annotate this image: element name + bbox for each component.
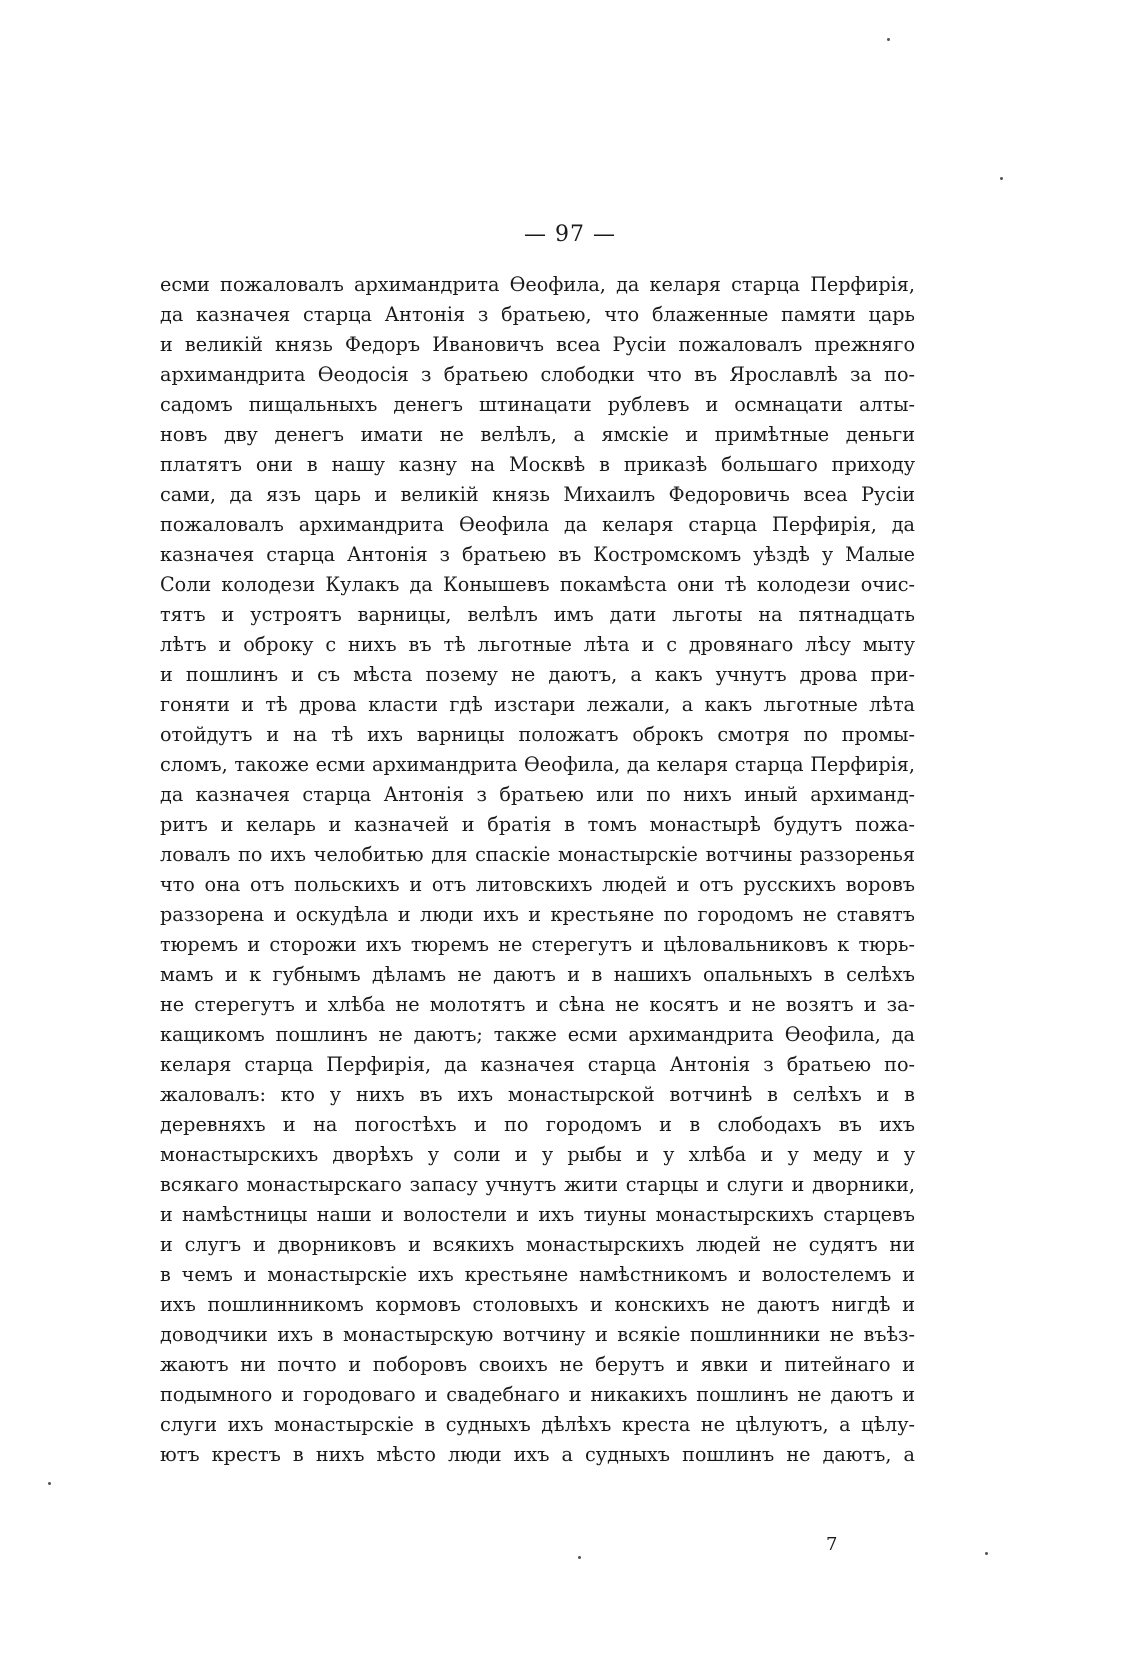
margin-speck bbox=[985, 1552, 988, 1555]
text-line: ихъ пошлинникомъ кормовъ столовыхъ и конскихъ не даютъ нигдѣ и bbox=[160, 1293, 915, 1316]
text-line: и пошлинъ и съ мѣста позему не даютъ, а какъ учнутъ дрова при- bbox=[160, 663, 915, 686]
text-line: и намѣстницы наши и волостели и ихъ тиуны монастырскихъ старцевъ bbox=[160, 1203, 915, 1226]
text-line: лѣтъ и оброку с нихъ въ тѣ льготные лѣта и с дровянаго лѣсу мыту bbox=[160, 633, 915, 656]
text-line: тюремъ и сторожи ихъ тюремъ не стерегутъ и цѣловальниковъ к тюрь- bbox=[160, 933, 915, 956]
text-line: есми пожаловалъ архимандрита Ѳеофила, да келаря старца Перфирія, bbox=[160, 273, 915, 296]
margin-speck bbox=[578, 1556, 581, 1559]
text-line: да казначея старца Антонія з братьею, что блаженные памяти царь bbox=[160, 303, 915, 326]
margin-speck bbox=[48, 1482, 51, 1485]
text-line: мамъ и к губнымъ дѣламъ не даютъ и в нашихъ опальныхъ в селѣхъ bbox=[160, 963, 915, 986]
text-line: в чемъ и монастырскіе ихъ крестьяне намѣстникомъ и волостелемъ и bbox=[160, 1263, 915, 1286]
margin-speck bbox=[1000, 177, 1003, 180]
text-line: всякаго монастырскаго запасу учнутъ жити старцы и слуги и дворники, bbox=[160, 1173, 915, 1196]
signature-mark: 7 bbox=[826, 1534, 838, 1555]
text-line: архимандрита Ѳеодосія з братьею слободки что въ Ярославлѣ за по- bbox=[160, 363, 915, 386]
text-line: ритъ и келарь и казначей и братія в томъ монастырѣ будутъ пожа- bbox=[160, 813, 915, 836]
text-line: да казначея старца Антонія з братьею или по нихъ иный архиманд- bbox=[160, 783, 915, 806]
text-line: ютъ крестъ в нихъ мѣсто люди ихъ а судныхъ пошлинъ не даютъ, а bbox=[160, 1443, 915, 1466]
text-line: пожаловалъ архимандрита Ѳеофила да келаря старца Перфирія, да bbox=[160, 513, 915, 536]
text-line: новъ дву денегъ имати не велѣлъ, а ямскіе и примѣтные деньги bbox=[160, 423, 915, 446]
margin-speck bbox=[887, 38, 890, 41]
text-line: и слугъ и дворниковъ и всякихъ монастырскихъ людей не судятъ ни bbox=[160, 1233, 915, 1256]
text-line: садомъ пищальныхъ денегъ штинацати рублевъ и осмнацати алты- bbox=[160, 393, 915, 416]
text-line: кащикомъ пошлинъ не даютъ; также есми архимандрита Ѳеофила, да bbox=[160, 1023, 915, 1046]
text-line: сломъ, такоже есми архимандрита Ѳеофила, да келаря старца Перфирія, bbox=[160, 753, 915, 776]
text-line: что она отъ польскихъ и отъ литовскихъ людей и отъ русскихъ воровъ bbox=[160, 873, 915, 896]
text-line: слуги ихъ монастырскіе в судныхъ дѣлѣхъ креста не цѣлуютъ, а цѣлу- bbox=[160, 1413, 915, 1436]
body-text bbox=[160, 270, 915, 1470]
text-line: Соли колодези Кулакъ да Конышевъ покамѣста они тѣ колодези очис- bbox=[160, 573, 915, 596]
text-line: сами, да язъ царь и великій князь Михаилъ Федоровичь всеа Русіи bbox=[160, 483, 915, 506]
text-line: раззорена и оскудѣла и люди ихъ и крестьяне по городомъ не ставятъ bbox=[160, 903, 915, 926]
text-line: доводчики ихъ в монастырскую вотчину и всякіе пошлинники не въѣз- bbox=[160, 1323, 915, 1346]
text-line: ловалъ по ихъ челобитью для спаскіе монастырскіе вотчины раззоренья bbox=[160, 843, 915, 866]
text-line: не стерегутъ и хлѣба не молотятъ и сѣна не косятъ и не возятъ и за- bbox=[160, 993, 915, 1016]
text-line: жаютъ ни почто и поборовъ своихъ не берутъ и явки и питейнаго и bbox=[160, 1353, 915, 1376]
text-line: казначея старца Антонія з братьею въ Костромскомъ уѣздѣ у Малые bbox=[160, 543, 915, 566]
text-line: и великій князь Федоръ Ивановичъ всеа Русіи пожаловалъ прежняго bbox=[160, 333, 915, 356]
text-line: деревняхъ и на погостѣхъ и по городомъ и в слободахъ въ ихъ bbox=[160, 1113, 915, 1136]
text-line: отойдутъ и на тѣ ихъ варницы положатъ оброкъ смотря по промы- bbox=[160, 723, 915, 746]
text-line: подымного и городоваго и свадебнаго и никакихъ пошлинъ не даютъ и bbox=[160, 1383, 915, 1406]
text-line: монастырскихъ дворѣхъ у соли и у рыбы и у хлѣба и у меду и у bbox=[160, 1143, 915, 1166]
text-line: гоняти и тѣ дрова класти гдѣ изстари лежали, а какъ льготные лѣта bbox=[160, 693, 915, 716]
text-line: келаря старца Перфирія, да казначея старца Антонія з братьею по- bbox=[160, 1053, 915, 1076]
page-number: — 97 — bbox=[524, 222, 616, 247]
text-line: платятъ они в нашу казну на Москвѣ в приказѣ большаго приходу bbox=[160, 453, 915, 476]
text-line: тятъ и устроятъ варницы, велѣлъ имъ дати льготы на пятнадцать bbox=[160, 603, 915, 626]
text-line: жаловалъ: кто у нихъ въ ихъ монастырской вотчинѣ в селѣхъ и в bbox=[160, 1083, 915, 1106]
